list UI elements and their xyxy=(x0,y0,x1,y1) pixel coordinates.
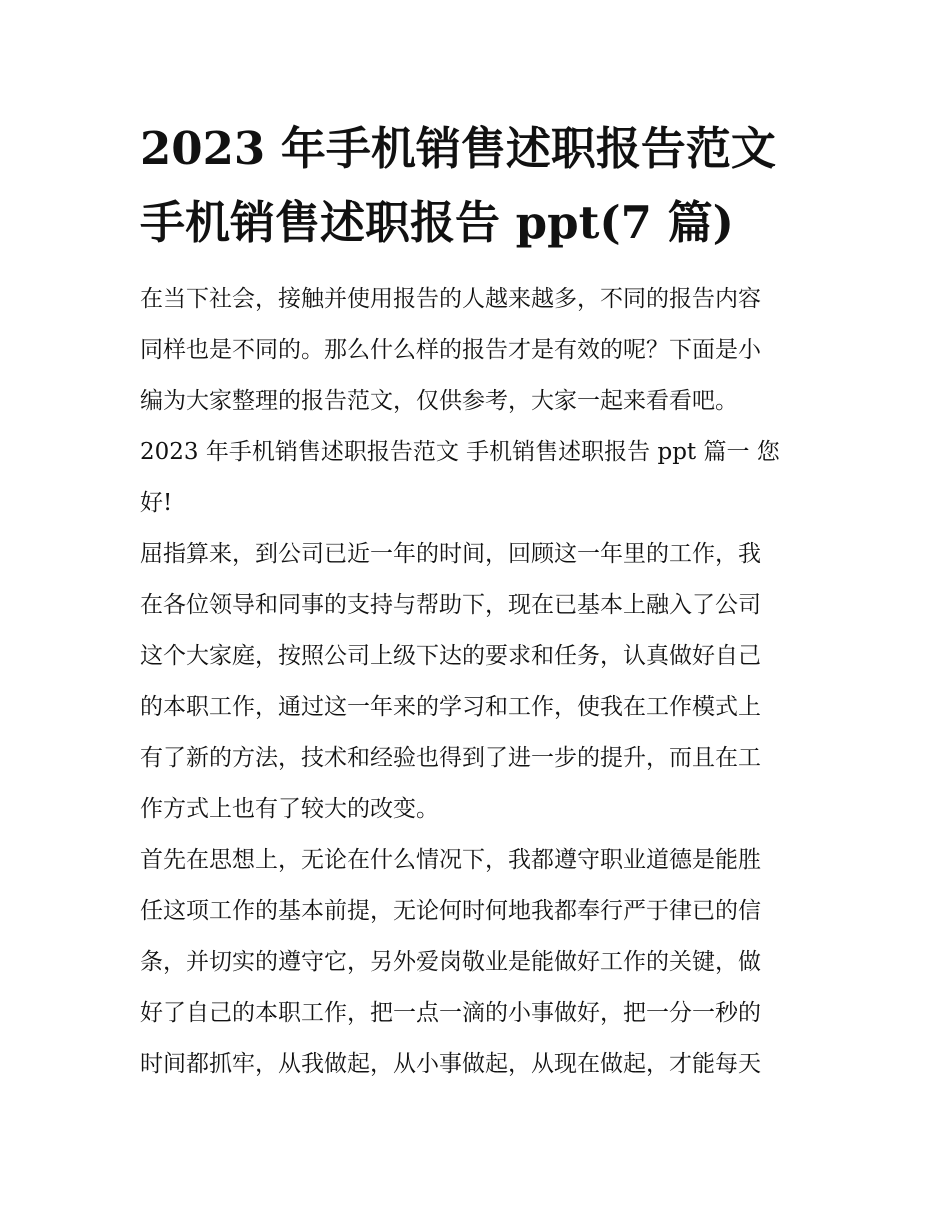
paragraph-heading xyxy=(140,427,812,529)
text-line: 作方式上也有了较大的改变。 xyxy=(140,796,439,822)
text-line: 这个大家庭，按照公司上级下达的要求和任务，认真做好自己 xyxy=(140,643,761,669)
text-line: 任这项工作的基本前提，无论何时何地我都奉行严于律已的信 xyxy=(140,898,761,924)
document-body xyxy=(140,274,812,1090)
document-title xyxy=(140,112,812,260)
paragraph-intro xyxy=(140,274,812,427)
text-line: 在当下社会，接触并使用报告的人越来越多，不同的报告内容 xyxy=(140,286,761,312)
paragraph-review xyxy=(140,529,812,835)
text-line: 的本职工作，通过这一年来的学习和工作，使我在工作模式上 xyxy=(140,694,761,720)
text-line: 好! xyxy=(140,490,173,516)
text-line: 条，并切实的遵守它，另外爱岗敬业是能做好工作的关键，做 xyxy=(140,949,761,975)
text-line: 屈指算来，到公司已近一年的时间，回顾这一年里的工作，我 xyxy=(140,541,761,567)
text-line: 2023 年手机销售述职报告范文 手机销售述职报告 ppt 篇一 您 xyxy=(140,439,780,465)
title-line-1: 2023 年手机销售述职报告范文 xyxy=(140,122,776,175)
text-line: 同样也是不同的。那么什么样的报告才是有效的呢？下面是小 xyxy=(140,337,761,363)
text-line: 在各位领导和同事的支持与帮助下，现在已基本上融入了公司 xyxy=(140,592,761,618)
text-line: 好了自己的本职工作，把一点一滴的小事做好，把一分一秒的 xyxy=(140,1000,761,1026)
text-line: 编为大家整理的报告范文，仅供参考，大家一起来看看吧。 xyxy=(140,388,738,414)
text-line: 有了新的方法，技术和经验也得到了进一步的提升，而且在工 xyxy=(140,745,761,771)
paragraph-thinking xyxy=(140,835,812,1090)
text-line: 首先在思想上，无论在什么情况下，我都遵守职业道德是能胜 xyxy=(140,847,761,873)
text-line: 时间都抓牢，从我做起，从小事做起，从现在做起，才能每天 xyxy=(140,1051,761,1077)
title-line-2: 手机销售述职报告 ppt(7 篇) xyxy=(140,196,734,249)
